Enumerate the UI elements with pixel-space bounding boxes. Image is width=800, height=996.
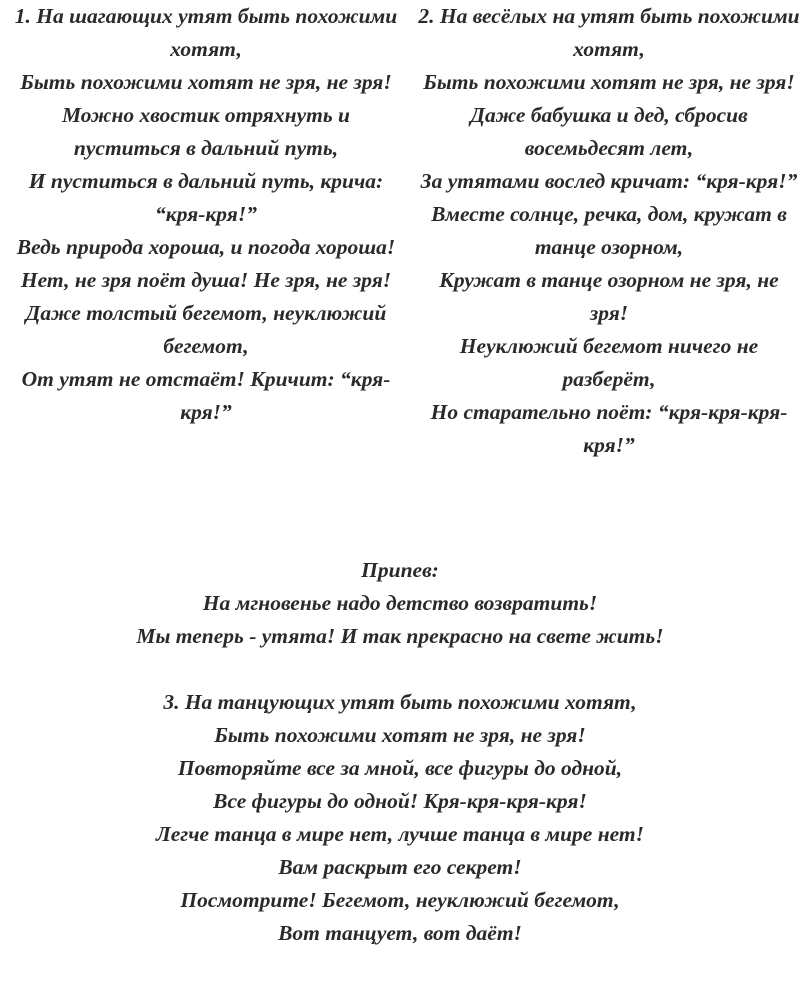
- verse-1-line-6: Нет, не зря поёт душа! Не зря, не зря!: [20, 268, 392, 292]
- chorus-title: Припев:: [361, 558, 439, 582]
- verse-1-line-3: Можно хвостик отряхнуть и пуститься в дальний путь,: [61, 103, 350, 160]
- verse-1-line-2: Быть похожими хотят не зря, не зря!: [20, 70, 392, 94]
- verse-3: [0, 686, 800, 950]
- verse-3-line-6: Вам раскрыт его секрет!: [278, 855, 522, 879]
- verse-2-line-2: Быть похожими хотят не зря, не зря!: [423, 70, 795, 94]
- verse-3-line-2: Быть похожими хотят не зря, не зря!: [214, 723, 586, 747]
- chorus-line-2: Мы теперь - утята! И так прекрасно на свете жить!: [136, 624, 664, 648]
- verse-3-line-8: Вот танцует, вот даёт!: [278, 921, 522, 945]
- verse-1-line-5: Ведь природа хороша, и погода хороша!: [16, 235, 396, 259]
- verse-3-line-1: 3. На танцующих утят быть похожими хотят,: [163, 690, 637, 714]
- verse-3-line-7: Посмотрите! Бегемот, неуклюжий бегемот,: [180, 888, 620, 912]
- verse-1: [8, 0, 404, 429]
- verse-2-line-4: За утятами вослед кричат: “кря-кря!”: [420, 169, 798, 193]
- chorus-line-1: На мгновенье надо детство возвратить!: [202, 591, 598, 615]
- verse-2-line-7: Неуклюжий бегемот ничего не разберёт,: [459, 334, 759, 391]
- verse-2: [418, 0, 800, 462]
- verse-3-line-5: Легче танца в мире нет, лучше танца в мире нет!: [156, 822, 644, 846]
- verse-3-line-3: Повторяйте все за мной, все фигуры до одной,: [177, 756, 623, 780]
- chorus: [0, 554, 800, 653]
- verse-2-line-6: Кружат в танце озорном не зря, не зря!: [439, 268, 779, 325]
- verse-2-line-3: Даже бабушка и дед, сбросив восемьдесят лет,: [470, 103, 748, 160]
- verse-2-line-8: Но старательно поёт: “кря-кря-кря-кря!”: [430, 400, 788, 457]
- verse-1-line-4: И пуститься в дальний путь, крича: “кря-кря!”: [28, 169, 384, 226]
- verse-1-line-1: 1. На шагающих утят быть похожими хотят,: [14, 4, 398, 61]
- verse-1-line-7: Даже толстый бегемот, неуклюжий бегемот,: [25, 301, 387, 358]
- verse-1-line-8: От утят не отстаёт! Кричит: “кря-кря!”: [21, 367, 391, 424]
- verse-2-line-1: 2. На весёлых на утят быть похожими хотят,: [418, 4, 800, 61]
- verse-2-line-5: Вместе солнце, речка, дом, кружат в танце озорном,: [431, 202, 787, 259]
- verse-3-line-4: Все фигуры до одной! Кря-кря-кря-кря!: [213, 789, 587, 813]
